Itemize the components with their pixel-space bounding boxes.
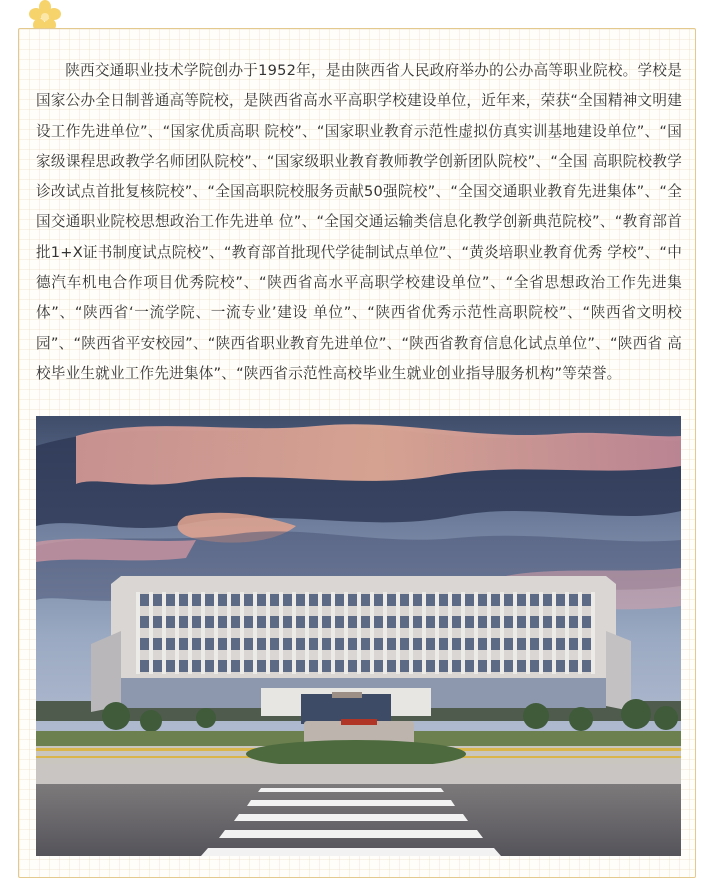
campus-building-photo xyxy=(36,416,681,856)
intro-paragraph: 陕西交通职业技术学院创办于1952年，是由陕西省人民政府举办的公办高等职业院校。学校是国家公办全日制普通高等院校，是陕西省高水平高职学校建设单位，近年来，荣获“全国精神文明建设工作先进单位”、“国家优质高职 院校”、“国家职业教育示范性虚拟仿真实训基地建设单位”、“国家级课程思政教学名师团队院校”、“国家级职业教育教师教学创新团队院校”、“全国 高职院校教学诊改试点首批复核院校”、“全国高职院校服务贡献50强院校”、“全国交通职业教育先进集体”、“全国交通职业院校思想政治工作先进单 位”、“全国交通运输类信息化教学创新典范院校”、“教育部首批1+X证书制度试点院校”、“教育部首批现代学徒制试点单位”、“黄炎培职业教育优秀 学校”、“中德汽车机电合作项目优秀院校”、“陕西省高水平高职学校建设单位”、“全省思想政治工作先进集体”、“陕西省‘一流学院、一流专业’建设 单位”、“陕西省优秀示范性高职院校”、“陕西省文明校园”、“陕西省平安校园”、“陕西省职业教育先进单位”、“陕西省教育信息化试点单位”、“陕西省 高校毕业生就业工作先进集体”、“陕西省示范性高校毕业生就业创业指导服务机构”等荣誉。 xyxy=(36,62,682,382)
